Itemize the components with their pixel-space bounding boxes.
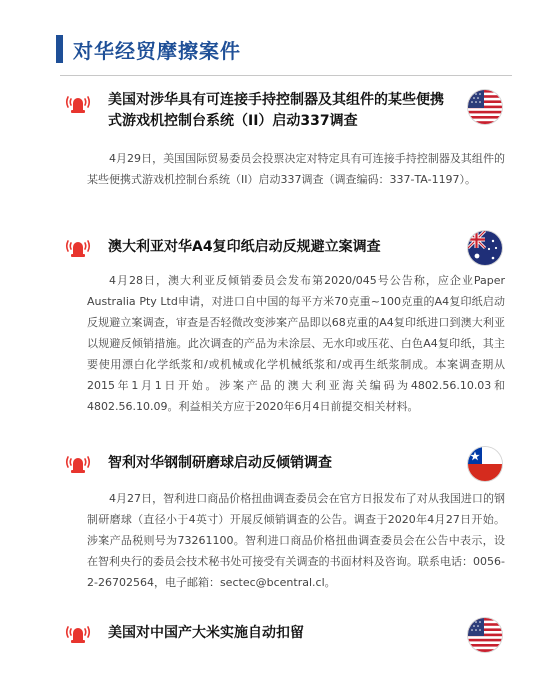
us-flag-icon	[468, 90, 502, 124]
case-title: 澳大利亚对华A4复印纸启动反规避立案调查	[108, 239, 381, 255]
case-title: 智利对华钢制研磨球启动反倾销调查	[108, 455, 332, 471]
alarm-icon	[64, 92, 92, 114]
chile-flag-icon	[468, 447, 502, 481]
alarm-icon	[64, 452, 92, 474]
header-divider	[60, 75, 512, 76]
alarm-icon	[64, 236, 92, 258]
section-accent-bar	[56, 35, 63, 63]
section-header	[56, 34, 241, 64]
case-title: 美国对中国产大米实施自动扣留	[108, 625, 304, 641]
case-body: 4月29日，美国国际贸易委员会投票决定对特定具有可连接手持控制器及其组件的某些便携式游戏机控制台系统（II）启动337调查（调查编码：337-TA-1197）。	[87, 152, 505, 186]
alarm-icon	[64, 622, 92, 644]
us-flag-icon	[468, 618, 502, 652]
case-body: 4月27日，智利进口商品价格扭曲调查委员会在官方日报发布了对从我国进口的钢制研磨球（直径小于4英寸）开展反倾销调查的公告。调查于2020年4月27日开始。涉案产品税则号为73261100。智利进口商品价格扭曲调查委员会在公告中表示，设在智利央行的委员会技术秘书处可接受有关调查的书面材料及咨询。联系电话：0056-2-26702564，电子邮箱：sectec@bcentral.cl。	[87, 492, 505, 589]
case-body: 4月28日，澳大利亚反倾销委员会发布第2020/045号公告称，应企业Paper Australia Pty Ltd申请，对进口自中国的每平方米70克重~100克重的A4复印纸启动反规避立案调查，审查是否轻微改变涉案产品即以68克重的A4复印纸进口到澳大利亚以规避反倾销措施。此次调查的产品为未涂层、无水印或压花、白色A4复印纸，其主要使用漂白化学纸浆和/或机械或化学机械纸浆和/或再生纸浆制成。本案调查期从2015年1月1日开始。涉案产品的澳大利亚海关编码为4802.56.10.03和4802.56.10.09。利益相关方应于2020年6月4日前提交相关材料。	[87, 274, 505, 413]
section-title: 对华经贸摩擦案件	[73, 38, 241, 63]
case-title: 美国对涉华具有可连接手持控制器及其组件的某些便携式游戏机控制台系统（II）启动337调查	[108, 92, 444, 129]
australia-flag-icon	[468, 231, 502, 265]
